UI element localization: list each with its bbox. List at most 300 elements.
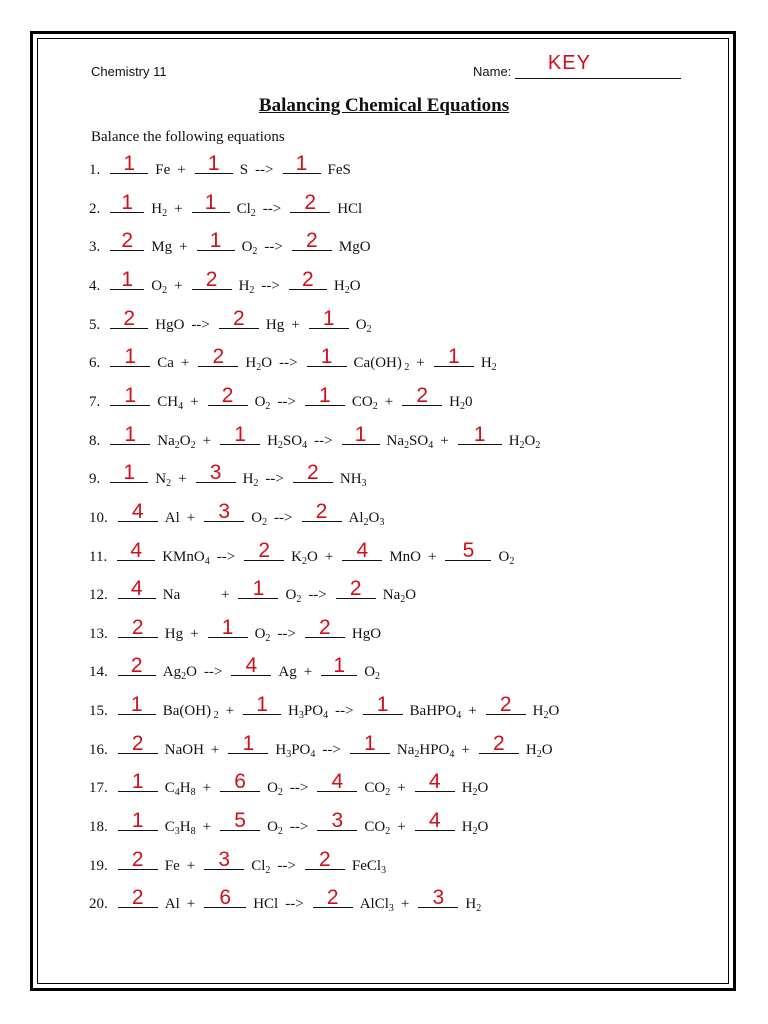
coefficient-answer: 2	[302, 267, 314, 291]
chemical-formula: $O_2$	[364, 664, 381, 683]
operator: +	[180, 355, 190, 372]
coefficient-blank	[208, 383, 248, 407]
coefficient-answer: 1	[234, 422, 246, 446]
coefficient-answer: 2	[306, 229, 318, 253]
operator: +	[179, 239, 188, 256]
operator: -->	[335, 703, 354, 720]
coefficient-answer: 4	[428, 770, 441, 794]
coefficient-blank	[219, 306, 259, 330]
instructions: Balance the following equations	[91, 129, 285, 145]
operator: -->	[261, 277, 280, 294]
chemical-formula: $H_20$	[449, 393, 473, 412]
coefficient-answer: 2	[212, 345, 225, 369]
coefficient-answer: 2	[130, 654, 143, 678]
coefficient-blank	[118, 847, 158, 871]
coefficient-blank	[238, 577, 278, 601]
coefficient-answer: 2	[416, 383, 429, 407]
coefficient-blank	[363, 693, 403, 717]
operator: +	[202, 432, 212, 449]
equation-row	[89, 306, 372, 335]
coefficient-answer: 4	[130, 538, 143, 562]
coefficient-blank	[198, 345, 238, 369]
operator: +	[397, 780, 406, 797]
chemical-formula: MgO	[338, 239, 371, 256]
operator: +	[468, 703, 477, 720]
coefficient-blank	[110, 422, 150, 446]
equation-row	[89, 190, 363, 219]
operator: -->	[277, 625, 296, 642]
coefficient-blank	[118, 577, 156, 601]
coefficient-answer: 2	[131, 615, 144, 639]
coefficient-answer: 1	[320, 345, 333, 369]
equation-number: 19.	[89, 857, 108, 874]
coefficient-answer: 1	[376, 693, 389, 717]
equation-number: 9.	[89, 471, 101, 488]
coefficient-blank	[110, 152, 148, 175]
coefficient-answer: 1	[124, 383, 137, 407]
chemical-formula: $O_2$	[241, 239, 258, 258]
page-title: Balancing Chemical Equations	[258, 95, 510, 116]
coefficient-answer: 2	[121, 229, 134, 253]
name-field	[473, 52, 681, 79]
chemical-formula: Al	[164, 896, 180, 913]
coefficient-blank	[110, 383, 150, 407]
operator: +	[202, 819, 212, 836]
chemical-formula: $H_3PO_4$	[288, 703, 329, 722]
equation-number: 20.	[89, 896, 108, 913]
equation-number: 8.	[89, 432, 101, 449]
operator: +	[190, 625, 199, 642]
chemical-formula: $O_2$	[267, 780, 283, 799]
chemical-formula: $CH_4$	[157, 393, 184, 412]
chemical-formula: $H_2O$	[245, 355, 273, 374]
chemical-formula: $O_2$	[267, 819, 283, 838]
coefficient-answer: 4	[428, 809, 441, 833]
operator: +	[202, 780, 212, 797]
operator: +	[221, 587, 230, 604]
coefficient-blank	[208, 615, 248, 639]
chemical-formula: Ca(OH) $_2$	[353, 355, 410, 374]
operator: -->	[216, 548, 236, 565]
coefficient-blank	[305, 847, 345, 871]
coefficient-answer: 2	[349, 577, 362, 601]
equation-row	[89, 654, 381, 683]
operator: -->	[203, 664, 223, 681]
coefficient-blank	[228, 731, 268, 755]
operator: +	[174, 277, 183, 294]
coefficient-blank	[342, 422, 380, 446]
coefficient-answer: 1	[124, 422, 137, 446]
coefficient-answer: 1	[221, 615, 234, 639]
equation-number: 14.	[89, 664, 108, 681]
coefficient-answer: 4	[356, 538, 369, 562]
chemical-formula: $H_2O$	[461, 819, 489, 838]
chemical-formula: $H_2$	[465, 896, 482, 915]
name-line	[515, 52, 681, 79]
equation-row	[89, 152, 351, 180]
operator: +	[178, 471, 187, 488]
chemical-formula: $H_2O$	[525, 741, 553, 760]
coefficient-blank	[110, 190, 144, 214]
coefficient-answer: 1	[123, 152, 136, 175]
coefficient-answer: 1	[124, 345, 137, 369]
chemical-formula: $O_2$	[151, 277, 168, 296]
operator: +	[186, 896, 196, 913]
coefficient-blank	[317, 770, 357, 794]
coefficient-blank	[305, 383, 345, 407]
coefficient-answer: 1	[207, 152, 220, 175]
equation-number: 3.	[89, 239, 101, 256]
coefficient-answer: 4	[131, 499, 144, 523]
coefficient-blank	[110, 267, 144, 291]
chemical-formula: HgO	[155, 316, 185, 333]
coefficient-blank	[118, 615, 158, 639]
coefficient-blank	[118, 693, 156, 717]
coefficient-blank	[192, 267, 232, 291]
operator: +	[428, 548, 437, 565]
coefficient-answer: 1	[204, 190, 217, 214]
coefficient-blank	[293, 461, 333, 485]
operator: -->	[277, 393, 296, 410]
chemical-formula: $H_2SO_4$	[267, 432, 308, 451]
coefficient-blank	[118, 809, 158, 833]
equation-row	[89, 499, 385, 528]
coefficient-answer: 2	[326, 886, 339, 910]
coefficient-blank	[195, 152, 233, 175]
coefficient-answer: 5	[234, 809, 246, 833]
operator: +	[291, 316, 300, 333]
operator: +	[174, 200, 183, 217]
equation-number: 17.	[89, 780, 108, 797]
coefficient-blank	[231, 654, 271, 678]
coefficient-answer: 1	[319, 383, 331, 407]
chemical-formula: Fe	[155, 162, 171, 178]
coefficient-blank	[118, 654, 156, 678]
coefficient-answer: 2	[307, 461, 319, 485]
chemical-formula: $O_2$	[355, 316, 372, 335]
coefficient-answer: 3	[218, 499, 231, 523]
coefficient-blank	[305, 615, 345, 639]
coefficient-answer: 1	[447, 345, 460, 369]
coefficient-blank	[118, 731, 158, 755]
operator: -->	[285, 896, 304, 913]
equation-row	[89, 615, 382, 644]
chemical-formula: $H_2$	[151, 200, 168, 219]
coefficient-answer: 2	[131, 731, 144, 755]
coefficient-answer: 1	[322, 306, 335, 330]
chemical-formula: $Na_2O$	[382, 587, 417, 606]
operator: +	[400, 896, 410, 913]
chemical-formula: $O_2$	[254, 393, 271, 412]
coefficient-answer: 1	[354, 422, 367, 446]
coefficient-blank	[110, 345, 150, 369]
equation-row	[89, 383, 473, 412]
operator: -->	[191, 316, 210, 333]
coefficient-answer: 1	[121, 267, 134, 291]
operator: -->	[322, 741, 341, 758]
chemical-formula: $H_2O_2$	[508, 432, 541, 451]
equation-row	[89, 229, 371, 258]
coefficient-answer: 3	[432, 886, 445, 910]
operator: +	[190, 393, 199, 410]
coefficient-blank	[402, 383, 442, 407]
coefficient-blank	[317, 809, 357, 833]
operator: +	[416, 355, 425, 372]
coefficient-answer: 2	[499, 693, 512, 717]
operator: -->	[255, 162, 274, 178]
coefficient-answer: 2	[493, 731, 505, 755]
operator: +	[303, 664, 313, 681]
equation-number: 13.	[89, 625, 108, 642]
name-label: Name:	[473, 64, 512, 79]
operator: +	[210, 741, 220, 758]
coefficient-blank	[243, 693, 281, 717]
coefficient-answer: 6	[234, 770, 246, 794]
coefficient-blank	[192, 190, 230, 214]
coefficient-blank	[110, 461, 148, 485]
chemical-formula: $H_2O$	[532, 703, 560, 722]
coefficient-blank	[110, 306, 148, 330]
coefficient-answer: 2	[304, 190, 317, 214]
chemical-formula: Fe	[164, 857, 180, 874]
equation-row	[89, 809, 489, 838]
chemical-formula: $C_4H_8$	[164, 780, 196, 799]
chemical-formula: $Na_2HPO_4$	[396, 741, 455, 760]
coefficient-blank	[434, 345, 474, 369]
chemical-formula: KMnO$_4$	[162, 548, 210, 567]
chemical-formula: $H_2$	[242, 471, 259, 490]
chemical-formula: Na	[162, 587, 214, 604]
coefficient-answer: 2	[258, 538, 271, 562]
chemical-formula: $O_2$	[285, 587, 302, 606]
coefficient-answer: 4	[331, 770, 344, 794]
coefficient-blank	[290, 190, 330, 214]
chemical-formula: $O_2$	[251, 509, 268, 528]
coefficient-answer: 3	[218, 847, 231, 871]
chemical-formula: $Na_2O_2$	[157, 432, 196, 451]
coefficient-blank	[418, 886, 458, 910]
chemical-formula: Hg	[265, 316, 285, 333]
coefficient-blank	[336, 577, 376, 601]
chemical-formula: $O_2$	[254, 625, 271, 644]
coefficient-answer: 2	[131, 847, 144, 871]
chemical-formula: $C_3H_8$	[164, 819, 196, 838]
coefficient-answer: 1	[256, 693, 268, 717]
coefficient-answer: 1	[123, 461, 136, 485]
coefficient-answer: 3	[331, 809, 344, 833]
name-value: KEY	[547, 52, 591, 74]
chemical-formula: BaHPO$_4$	[409, 703, 462, 722]
operator: +	[461, 741, 470, 758]
equation-number: 15.	[89, 703, 108, 720]
coefficient-blank	[415, 770, 455, 794]
coefficient-answer: 4	[130, 577, 143, 601]
equation-number: 6.	[89, 355, 101, 372]
chemical-formula: FeCl$_3$	[351, 857, 387, 876]
chemical-formula: HgO	[351, 625, 382, 642]
coefficient-answer: 1	[295, 152, 308, 175]
coefficient-answer: 2	[221, 383, 234, 407]
operator: -->	[289, 780, 309, 797]
coefficient-blank	[220, 422, 260, 446]
coefficient-blank	[204, 847, 244, 871]
coefficient-blank	[309, 306, 349, 330]
coefficient-answer: 2	[123, 306, 136, 330]
operator: -->	[264, 239, 283, 256]
operator: +	[397, 819, 406, 836]
chemical-formula: $O_2$	[498, 548, 515, 567]
course-label: Chemistry 11	[91, 64, 167, 79]
equation-row	[89, 847, 387, 876]
coefficient-answer: 2	[319, 615, 331, 639]
coefficient-blank	[342, 538, 382, 562]
operator: +	[186, 857, 196, 874]
operator: -->	[262, 200, 282, 217]
chemical-formula: $CO_2$	[351, 393, 378, 412]
chemical-formula: $Al_2O_3$	[348, 509, 385, 528]
coefficient-blank	[118, 770, 158, 794]
chemical-formula: AlCl$_3$	[359, 896, 394, 915]
equation-row	[89, 267, 361, 296]
chemical-formula: Ba(OH) $_2$	[162, 703, 219, 722]
chemical-formula: HCl	[253, 896, 279, 913]
coefficient-answer: 1	[333, 654, 346, 678]
chemical-formula: $H_2$	[480, 355, 497, 374]
equation-row	[89, 886, 482, 915]
chemical-formula: $H_3PO_4$	[275, 741, 316, 760]
coefficient-answer: 1	[121, 190, 134, 214]
coefficient-answer: 1	[209, 229, 222, 253]
equation-number: 7.	[89, 393, 101, 410]
coefficient-blank	[486, 693, 526, 717]
chemical-formula: $H_2O$	[333, 277, 361, 296]
equation-number: 12.	[89, 587, 108, 604]
coefficient-answer: 1	[131, 809, 144, 833]
chemical-formula: $N_2$	[155, 471, 172, 490]
equation-row	[89, 731, 553, 760]
coefficient-answer: 2	[315, 499, 328, 523]
coefficient-answer: 2	[233, 306, 245, 330]
equation-row	[89, 345, 497, 374]
equation-number: 10.	[89, 509, 108, 526]
coefficient-blank	[118, 499, 158, 523]
chemical-formula: $Cl_2$	[251, 857, 271, 876]
coefficient-answer: 1	[131, 770, 144, 794]
equation-row	[89, 422, 541, 451]
chemical-formula: $CO_2$	[364, 780, 391, 799]
chemical-formula: $H_2O$	[461, 780, 489, 799]
operator: +	[225, 703, 235, 720]
equation-row	[89, 461, 367, 490]
chemical-formula: $NH_3$	[339, 471, 367, 490]
equation-number: 18.	[89, 819, 108, 836]
coefficient-answer: 1	[130, 693, 143, 717]
chemical-formula: Mg	[151, 239, 173, 256]
coefficient-answer: 1	[364, 731, 376, 755]
coefficient-blank	[479, 731, 519, 755]
equation-number: 2.	[89, 200, 101, 217]
coefficient-blank	[196, 461, 236, 485]
chemical-formula: $CO_2$	[364, 819, 391, 838]
coefficient-blank	[307, 345, 347, 369]
equation-number: 1.	[89, 162, 101, 178]
coefficient-blank	[118, 886, 158, 910]
operator: -->	[314, 432, 333, 449]
chemical-formula: $Ag_2O$	[162, 664, 197, 683]
coefficient-answer: 1	[242, 731, 255, 755]
chemical-formula: Ca	[157, 355, 174, 372]
equation-row	[89, 770, 489, 799]
coefficient-blank	[458, 422, 502, 446]
coefficient-answer: 5	[462, 538, 475, 562]
operator: -->	[289, 819, 309, 836]
coefficient-blank	[302, 499, 342, 523]
operator: -->	[277, 857, 296, 874]
chemical-formula: MnO	[389, 548, 421, 565]
operator: +	[384, 393, 394, 410]
coefficient-answer: 4	[245, 654, 258, 678]
coefficient-blank	[204, 886, 246, 910]
operator: +	[186, 509, 196, 526]
operator: -->	[308, 587, 327, 604]
operator: -->	[274, 509, 293, 526]
coefficient-blank	[289, 267, 327, 291]
operator: -->	[279, 355, 298, 372]
chemical-formula: Ag	[278, 664, 297, 681]
coefficient-answer: 1	[252, 577, 265, 601]
equation-row	[89, 577, 417, 606]
coefficient-blank	[244, 538, 284, 562]
equation-number: 11.	[89, 548, 108, 565]
coefficient-answer: 2	[205, 267, 218, 291]
chemical-formula: Al	[164, 509, 180, 526]
coefficient-blank	[283, 152, 321, 175]
coefficient-blank	[415, 809, 455, 833]
equation-number: 16.	[89, 741, 108, 758]
equation-row	[89, 693, 560, 722]
chemical-formula: $K_2O$	[291, 548, 318, 567]
chemical-formula: $Cl_2$	[236, 200, 256, 219]
coefficient-answer: 2	[131, 886, 144, 910]
chemical-formula: $Na_2SO_4$	[386, 432, 434, 451]
coefficient-blank	[197, 229, 235, 253]
coefficient-answer: 1	[473, 422, 486, 446]
coefficient-blank	[110, 229, 144, 253]
equation-number: 4.	[89, 277, 101, 294]
chemical-formula: $H_2$	[238, 277, 255, 296]
coefficient-blank	[350, 731, 390, 755]
coefficient-blank	[220, 809, 260, 833]
coefficient-blank	[292, 229, 332, 253]
chemical-formula: FeS	[327, 162, 351, 178]
coefficient-blank	[117, 538, 155, 562]
coefficient-answer: 3	[209, 461, 222, 485]
operator: +	[324, 548, 334, 565]
operator: -->	[265, 471, 284, 488]
chemical-formula: HCl	[337, 200, 363, 217]
chemical-formula: Hg	[164, 625, 184, 642]
coefficient-answer: 6	[219, 886, 232, 910]
chemical-formula: S	[239, 162, 249, 178]
coefficient-blank	[445, 538, 491, 562]
operator: +	[440, 432, 449, 449]
equation-row	[89, 538, 515, 567]
coefficient-answer: 2	[319, 847, 331, 871]
equation-number: 5.	[89, 316, 101, 333]
coefficient-blank	[321, 654, 357, 678]
coefficient-blank	[204, 499, 244, 523]
operator: +	[177, 162, 186, 178]
